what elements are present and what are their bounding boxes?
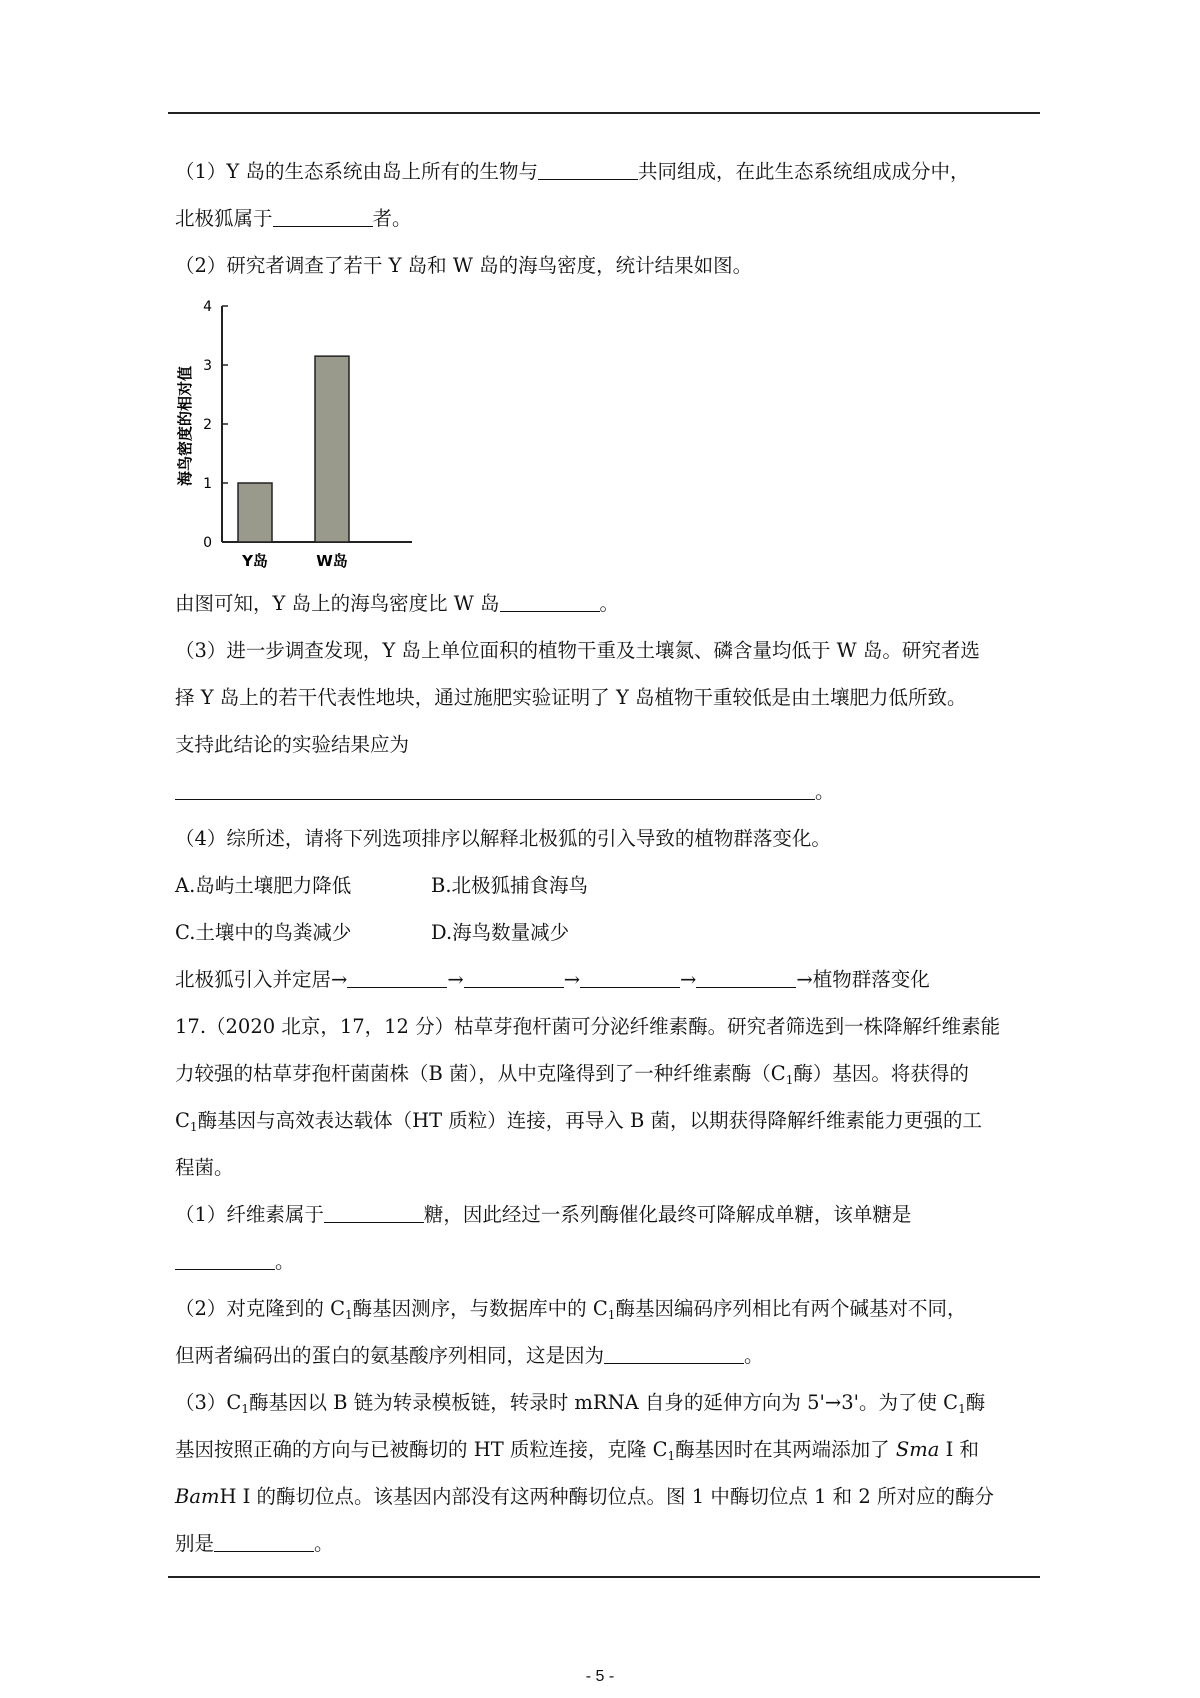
y-tick-label: 0 xyxy=(203,535,212,551)
q16-part3-line2: 择 Y 岛上的若干代表性地块，通过施肥实验证明了 Y 岛植物干重较低是由土壤肥力低所致。 xyxy=(175,686,967,709)
q17-part1-line1: （1）纤维素属于 糖，因此经过一系列酶催化最终可降解成单糖，该单糖是 xyxy=(175,1203,912,1226)
q17-intro-line1: 17.（2020 北京，17，12 分）枯草芽孢杆菌可分泌纤维素酶。研究者筛选到一株降解纤维素能 xyxy=(175,1015,1001,1038)
answer-blank[interactable] xyxy=(464,969,564,988)
chart-y-axis-label: 海鸟密度的相对值 xyxy=(176,365,194,487)
x-category-label: W岛 xyxy=(316,552,348,570)
q17-intro-line3: $C_1$酶基因与高效表达载体（HT 质粒）连接，再导入 B 菌，以期获得降解纤维素能力更强的工 xyxy=(175,1109,983,1134)
answer-blank[interactable] xyxy=(273,208,373,227)
q16-part1-line1: （1）Y 岛的生态系统由岛上所有的生物与 共同组成，在此生态系统组成成分中， xyxy=(175,160,970,183)
q17-part2-line2: 但两者编码出的蛋白的氨基酸序列相同，这是因为 。 xyxy=(175,1344,764,1367)
y-tick-label: 4 xyxy=(203,299,212,315)
answer-blank[interactable] xyxy=(347,969,447,988)
q16-part3-line3: 支持此结论的实验结果应为 xyxy=(175,733,410,756)
q16-part3-line1: （3）进一步调查发现，Y 岛上单位面积的植物干重及土壤氮、磷含量均低于 W 岛。研究者选 xyxy=(175,639,980,662)
option-a: A.岛屿土壤肥力降低 xyxy=(175,874,352,897)
q17-part1-line2: 。 xyxy=(175,1248,295,1276)
q16-part2-conclusion: 由图可知，Y 岛上的海鸟密度比 W 岛 。 xyxy=(175,592,620,615)
y-tick-label: 2 xyxy=(203,417,212,433)
q17-intro-line2: 力较强的枯草芽孢杆菌菌株（B 菌），从中克隆得到了一种纤维素酶（$C_1$酶）基因。将获得的 xyxy=(175,1062,969,1087)
q16-part1-line2: 北极狐属于 者。 xyxy=(175,207,412,230)
q16-options-row1 xyxy=(175,872,875,900)
q16-part4-intro: （4）综所述，请将下列选项排序以解释北极狐的引入导致的植物群落变化。 xyxy=(175,827,831,850)
answer-blank[interactable] xyxy=(175,781,815,800)
seabird-density-bar-chart xyxy=(170,296,418,576)
answer-blank[interactable] xyxy=(696,969,796,988)
bar-1 xyxy=(315,356,349,542)
bottom-rule xyxy=(168,1576,1040,1578)
answer-blank[interactable] xyxy=(175,1251,275,1270)
answer-blank[interactable] xyxy=(538,161,638,180)
answer-blank[interactable] xyxy=(324,1204,424,1223)
top-rule xyxy=(168,112,1040,114)
y-tick-label: 3 xyxy=(203,358,212,374)
q16-part2-intro: （2）研究者调查了若干 Y 岛和 W 岛的海鸟密度，统计结果如图。 xyxy=(175,254,753,277)
option-c: C.土壤中的鸟粪减少 xyxy=(175,921,352,944)
q16-part3-answer-line: 。 xyxy=(175,778,835,806)
x-category-label: Y岛 xyxy=(242,552,268,570)
q17-intro-line4: 程菌。 xyxy=(175,1156,234,1179)
answer-blank[interactable] xyxy=(214,1533,314,1552)
q16-sequence-chain: 北极狐引入并定居→ → → → →植物群落变化 xyxy=(175,968,930,991)
q17-part3-line1: $(3)C_1$酶基因以 B 链为转录模板链，转录时 mRNA 自身的延伸方向为 5'→3'。为了使 $C_1$酶 xyxy=(175,1391,986,1416)
q17-part3-line4: 别是 。 xyxy=(175,1532,334,1555)
bar-0 xyxy=(238,483,272,542)
page-number: - 5 - xyxy=(585,1668,615,1685)
q16-options-row2 xyxy=(175,919,875,947)
q17-part3-line2: 基因按照正确的方向与已被酶切的 HT 质粒连接，克隆 $C_1$酶基因时在其两端添加了 Sma I 和 xyxy=(175,1438,979,1463)
q17-part3-line3: BamH I 的酶切位点。该基因内部没有这两种酶切位点。图 1 中酶切位点 1 和 2 所对应的酶分 xyxy=(175,1485,994,1508)
answer-blank[interactable] xyxy=(580,969,680,988)
option-b: B.北极狐捕食海鸟 xyxy=(431,874,589,897)
answer-blank[interactable] xyxy=(604,1345,744,1364)
q17-part2-line1: （2）对克隆到的 $C_1$酶基因测序，与数据库中的 $C_1$酶基因编码序列相比有两个碱基对不同， xyxy=(175,1297,967,1322)
answer-blank[interactable] xyxy=(500,593,600,612)
option-d: D.海鸟数量减少 xyxy=(431,921,570,944)
y-tick-label: 1 xyxy=(203,476,212,492)
